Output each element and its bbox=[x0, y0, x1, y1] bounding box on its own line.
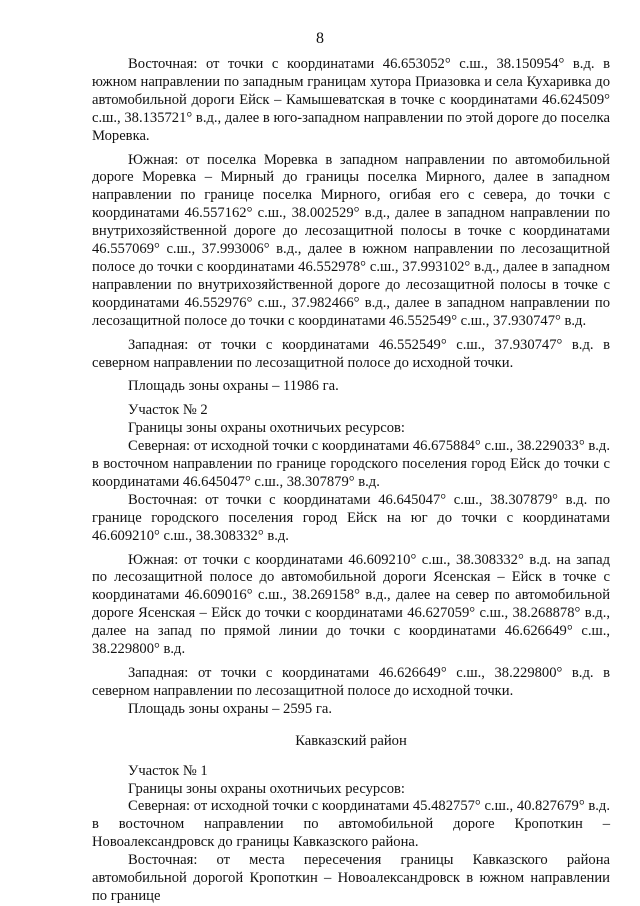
paragraph-western-boundary: Западная: от точки с координатами 46.552549° с.ш., 37.930747° в.д. в северном направлении по лесозащитной полосе до исходной точки. bbox=[92, 336, 610, 371]
paragraph-area-2: Площадь зоны охраны – 2595 га. bbox=[128, 700, 332, 717]
paragraph-southern-boundary-2: Южная: от точки с координатами 46.609210° с.ш., 38.308332° в.д. на запад по лесозащитной полосе до автомобильной дороги Ясенская – Ейск в точке с координатами 46.609016° с.ш., 38.269158° в.д., далее на север по автомобильной дороге Ясенская – Ейск до точки с координатами 46.627059° с.ш., 38.268878° в.д., далее на запад по прямой линии до точки с координатами 46.626649° с.ш., 38.229800° в.д. bbox=[92, 551, 610, 658]
paragraph-eastern-boundary: Восточная: от точки с координатами 46.653052° с.ш., 38.150954° в.д. в южном направлении по западным границам хутора Приазовка и села Кухаривка до автомобильной дороги Ейск – Камышеватская в точке с координатами 46.624509° с.ш., 38.135721° в.д., далее в юго-западном направлении по этой дороге до поселка Моревка. bbox=[92, 56, 610, 144]
paragraph-boundaries-title: Границы зоны охраны охотничьих ресурсов: bbox=[128, 420, 405, 437]
section-heading: Кавказский район bbox=[295, 732, 407, 749]
paragraph-eastern-boundary-3: Восточная: от места пересечения границы Кавказского района автомобильной дорогой Кропоткин – Новоалександровск в южном направлении по границе bbox=[92, 852, 610, 904]
paragraph-western-boundary-2: Западная: от точки с координатами 46.626649° с.ш., 38.229800° в.д. в северном направлении по лесозащитной полосе до исходной точки. bbox=[92, 665, 610, 699]
paragraph-area: Площадь зоны охраны – 11986 га. bbox=[128, 378, 339, 395]
paragraph-eastern-boundary-2: Восточная: от точки с координатами 46.645047° с.ш., 38.307879° в.д. по границе городского поселения город Ейск на юг до точки с координатами 46.609210° с.ш., 38.308332° в.д. bbox=[92, 491, 610, 544]
document-body bbox=[92, 56, 610, 906]
paragraph-plot-title-3: Участок № 1 bbox=[128, 762, 208, 779]
paragraph-southern-boundary: Южная: от поселка Моревка в западном направлении по автомобильной дороге Моревка – Мирный до границы поселка Мирного, далее в западном направлении по границе поселка Мирного, огибая его с севера, до точки с координатами 46.557162° с.ш., 38.002529° в.д., далее в западном направлении по внутрихозяйственной дороге до лесозащитной полосы в точке с координатами 46.557069° с.ш., 37.993006° в.д., далее в южном направлении по лесозащитной полосе до точки с координатами 46.552978° с.ш., 37.993102° в.д., далее в западном направлении по внутрихозяйственной дороге до лесозащитной полосы в точке с координатами 46.552976° с.ш., 37.982466° в.д., далее в западном направлении по лесозащитной полосе до точки с координатами 46.552549° с.ш., 37.930747° в.д. bbox=[92, 151, 610, 329]
paragraph-northern-boundary: Северная: от исходной точки с координатами 46.675884° с.ш., 38.229033° в.д. в восточном направлении по границе городского поселения город Ейск до точки с координатами 46.645047° с.ш., 38.307879° в.д. bbox=[92, 438, 610, 490]
paragraph-boundaries-title-3: Границы зоны охраны охотничьих ресурсов: bbox=[128, 780, 405, 797]
paragraph-plot-title: Участок № 2 bbox=[128, 402, 208, 419]
paragraph-northern-boundary-3: Северная: от исходной точки с координатами 45.482757° с.ш., 40.827679° в.д. в восточном направлении по автомобильной дороге Кропоткин – Новоалександровск до границы Кавказского района. bbox=[92, 798, 610, 851]
page-number: 8 bbox=[316, 30, 324, 47]
